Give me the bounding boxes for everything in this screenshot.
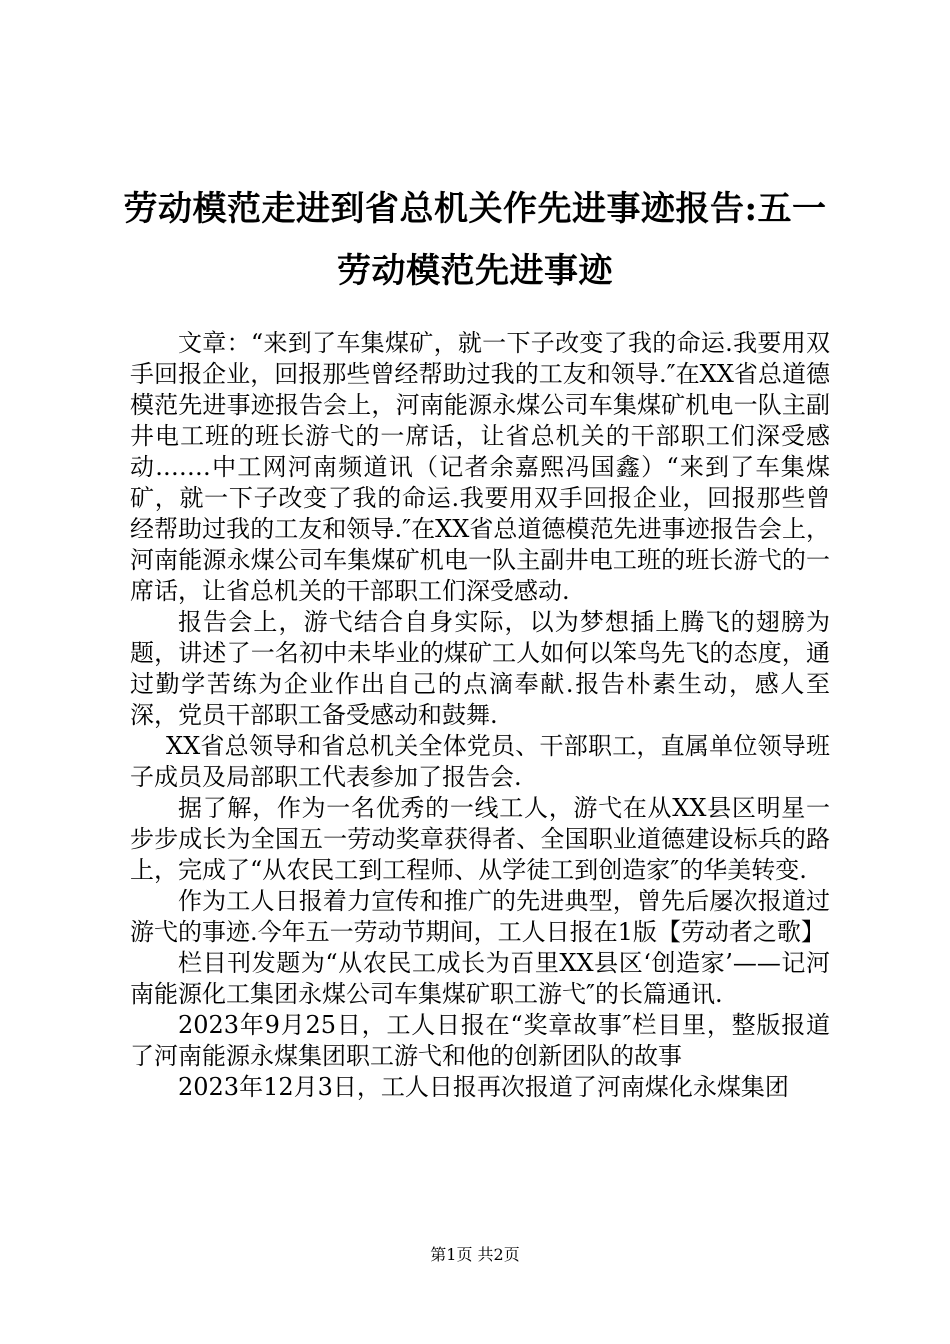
paragraph: XX省总领导和省总机关全体党员、干部职工，直属单位领导班子成员及局部职工代表参加了报告会. [130, 732, 830, 791]
paragraph: 作为工人日报着力宣传和推广的先进典型，曾先后屡次报道过游弋的事迹.今年五一劳动节期间，工人日报在1版【劳动者之歌】 [130, 887, 830, 946]
paragraph: 据了解，作为一名优秀的一线工人，游弋在从XX县区明星一步步成长为全国五一劳动奖章获得者、全国职业道德建设标兵的路上，完成了“从农民工到工程师、从学徒工到创造家″的华美转变. [130, 794, 830, 884]
paragraph: 报告会上，游弋结合自身实际，以为梦想插上腾飞的翅膀为题，讲述了一名初中未毕业的煤矿工人如何以笨鸟先飞的态度，通过勤学苦练为企业作出自己的点滴奉献.报告朴素生动，感人至深，党员干部职工备受感动和鼓舞. [130, 608, 830, 729]
paragraph: 栏目刊发题为“从农民工成长为百里XX县区‘创造家’——记河南能源化工集团永煤公司车集煤矿职工游弋″的长篇通讯. [130, 949, 830, 1008]
page-number: 第1页 共2页 [430, 1245, 520, 1264]
document-body [130, 328, 830, 1103]
paragraph: 2023年9月25日，工人日报在“奖章故事″栏目里，整版报道了河南能源永煤集团职工游弋和他的创新团队的故事 [130, 1011, 830, 1070]
document-title: 劳动模范走进到省总机关作先进事迹报告:五一劳动模范先进事迹 [123, 189, 827, 291]
paragraph: 2023年12月3日，工人日报再次报道了河南煤化永煤集团 [178, 1073, 789, 1101]
paragraph: 文章：“来到了车集煤矿，就一下子改变了我的命运.我要用双手回报企业，回报那些曾经帮助过我的工友和领导.″在XX省总道德模范先进事迹报告会上，河南能源永煤公司车集煤矿机电一队主副井电工班的班长游弋的一席话，让省总机关的干部职工们深受感动.……中工网河南频道讯（记者余嘉熙冯国鑫）“来到了车集煤矿，就一下子改变了我的命运.我要用双手回报企业，回报那些曾经帮助过我的工友和领导.″在XX省总道德模范先进事迹报告会上，河南能源永煤公司车集煤矿机电一队主副井电工班的班长游弋的一席话，让省总机关的干部职工们深受感动. [130, 329, 830, 605]
